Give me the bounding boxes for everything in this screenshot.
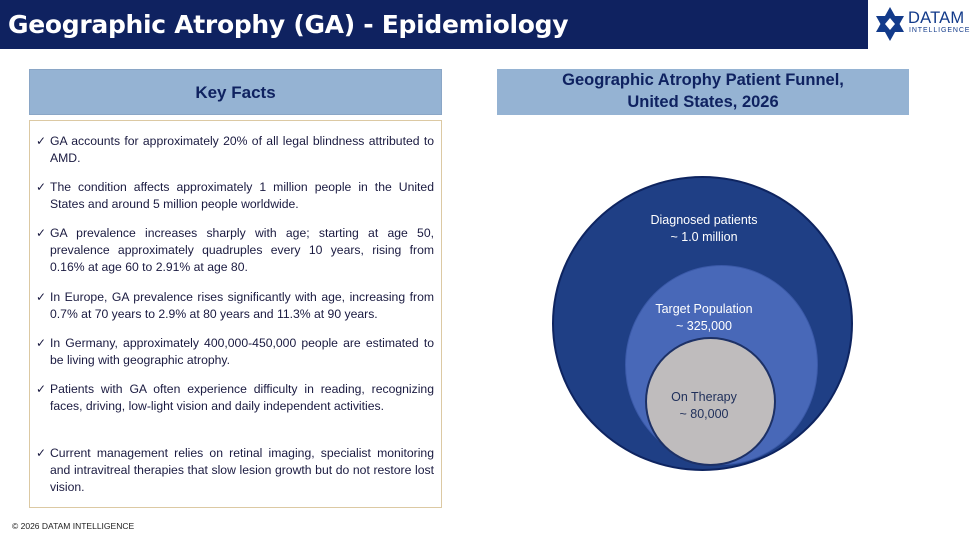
checkmark-icon: ✓	[36, 446, 47, 460]
therapy-label-group	[654, 389, 754, 423]
key-facts-panel	[29, 120, 442, 508]
checkmark-icon: ✓	[36, 134, 47, 148]
fact-item	[36, 381, 434, 415]
fact-item	[36, 133, 434, 167]
logo-brand: DATAM	[908, 9, 965, 27]
funnel-title-line1: Geographic Atrophy Patient Funnel,	[562, 71, 844, 89]
fact-item	[36, 445, 434, 496]
logo-subtitle: INTELLIGENCE	[909, 27, 971, 34]
key-facts-title: Key Facts	[195, 83, 276, 102]
copyright-footer: © 2026 DATAM INTELLIGENCE	[12, 521, 135, 531]
fact-text: In Germany, approximately 400,000-450,000 people are estimated to be living with geographic atrophy.	[50, 336, 434, 367]
target-value: ~ 325,000	[676, 319, 732, 333]
checkmark-icon: ✓	[36, 336, 47, 350]
star-of-david-icon	[874, 6, 906, 42]
funnel-heading	[497, 69, 909, 115]
target-label-group	[624, 301, 784, 335]
fact-text: GA prevalence increases sharply with age; starting at age 50, prevalence approximately quadruples every 10 years, rising from 0.16% at age 60 to 2.91% at age 80.	[50, 226, 434, 274]
therapy-value: ~ 80,000	[679, 407, 729, 421]
fact-item	[36, 289, 434, 323]
funnel-title-line2: United States, 2026	[627, 93, 779, 111]
checkmark-icon: ✓	[36, 226, 47, 240]
header-bar	[0, 0, 868, 49]
key-facts-heading	[29, 69, 442, 115]
page-title: Geographic Atrophy (GA) - Epidemiology	[8, 10, 569, 39]
target-label: Target Population	[655, 302, 753, 316]
fact-item	[36, 179, 434, 213]
fact-text: GA accounts for approximately 20% of all legal blindness attributed to AMD.	[50, 134, 434, 165]
diagnosed-value: ~ 1.0 million	[670, 230, 738, 244]
logo	[868, 0, 975, 49]
fact-text: Current management relies on retinal imaging, specialist monitoring and intravitreal therapies that slow lesion growth but do not restore lost vision.	[50, 446, 434, 494]
checkmark-icon: ✓	[36, 290, 47, 304]
fact-item	[36, 335, 434, 369]
diagnosed-label: Diagnosed patients	[650, 213, 758, 227]
fact-text: Patients with GA often experience difficulty in reading, recognizing faces, driving, low-light vision and daily independent activities.	[50, 382, 434, 413]
checkmark-icon: ✓	[36, 382, 47, 396]
fact-item	[36, 225, 434, 276]
diagnosed-label-group	[604, 212, 804, 246]
therapy-label: On Therapy	[671, 390, 737, 404]
checkmark-icon: ✓	[36, 180, 47, 194]
fact-text: The condition affects approximately 1 million people in the United States and around 5 million people worldwide.	[50, 180, 434, 211]
fact-text: In Europe, GA prevalence rises significantly with age, increasing from 0.7% at 70 years to 2.9% at 80 years and 11.3% at 90 years.	[50, 290, 434, 321]
